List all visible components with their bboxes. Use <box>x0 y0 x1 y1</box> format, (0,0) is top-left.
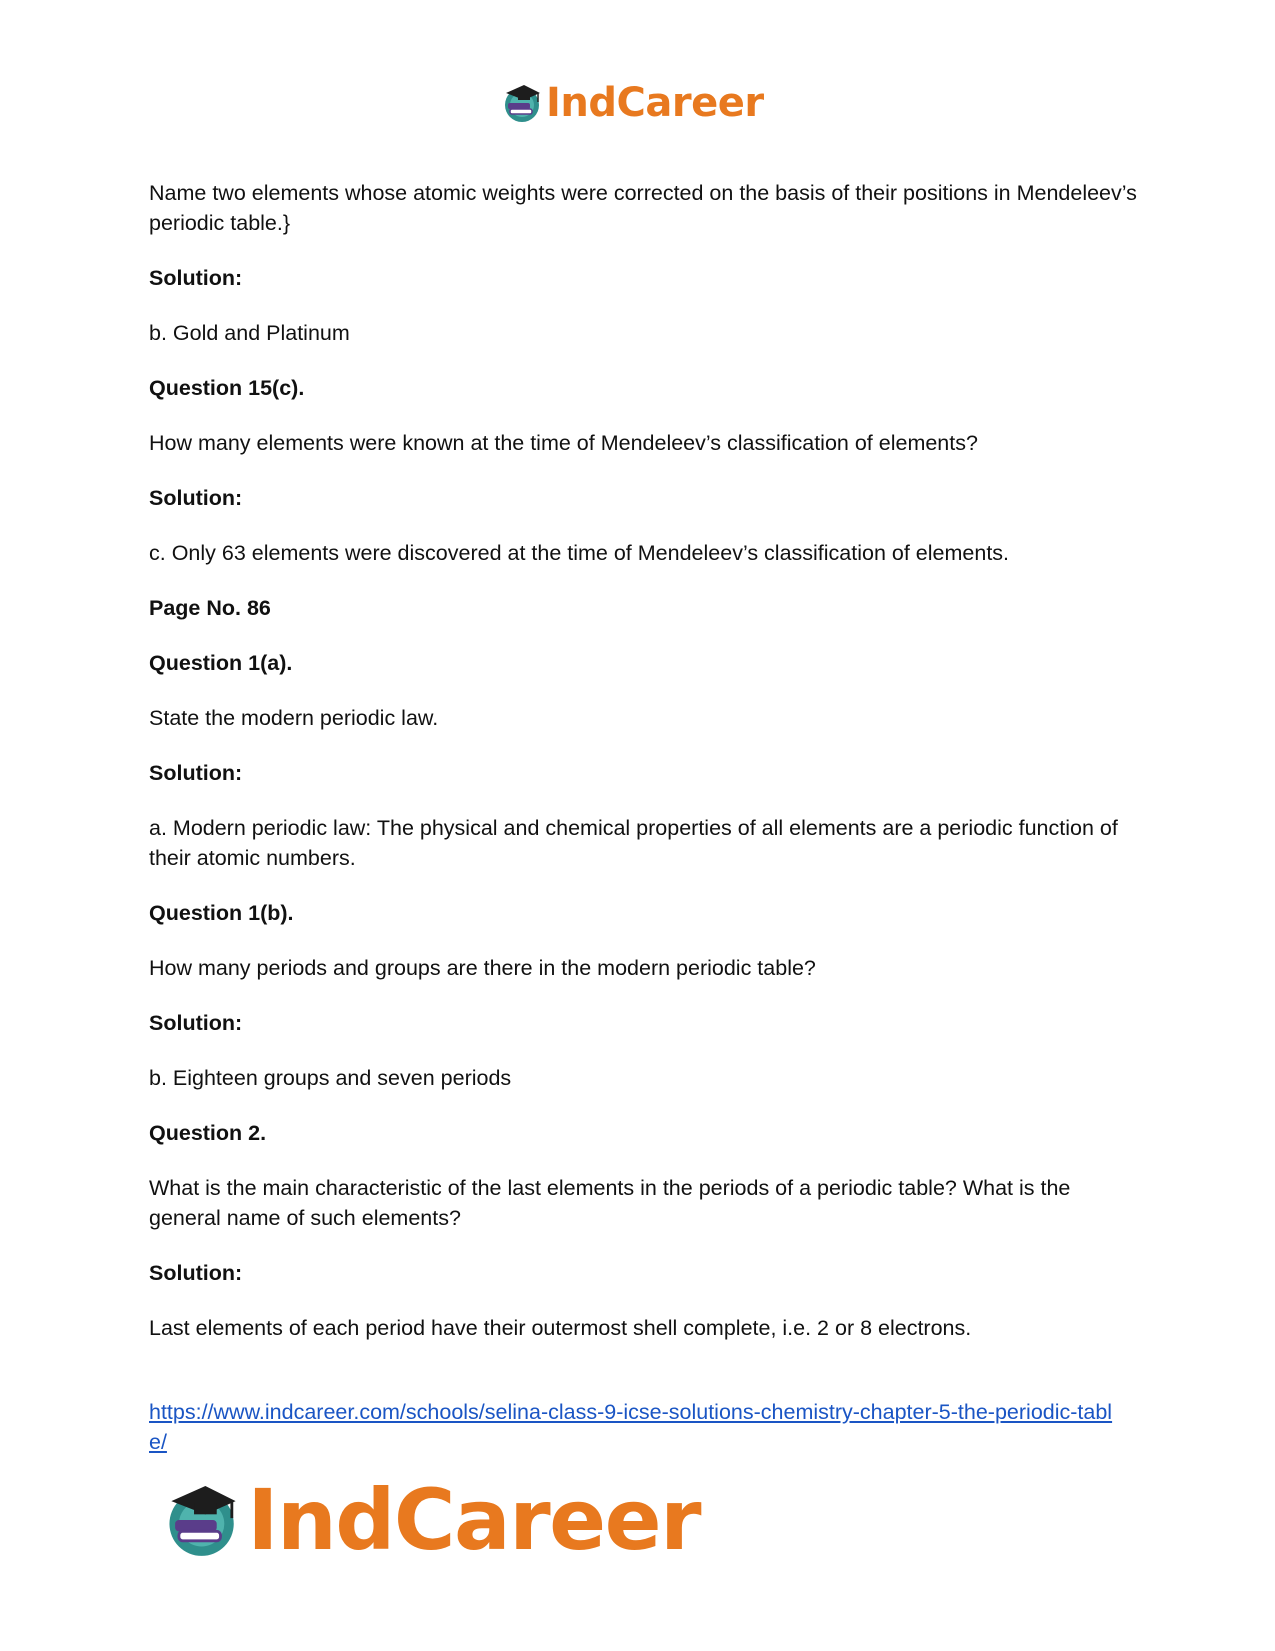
question-heading: Question 1(a). <box>149 651 293 675</box>
header-logo-text: IndCareer <box>546 80 764 126</box>
solution-heading: Solution: <box>149 486 243 510</box>
document-body <box>149 178 1139 1368</box>
solution-heading: Solution: <box>149 761 243 785</box>
page-number-heading: Page No. 86 <box>149 596 271 620</box>
answer-text: b. Eighteen groups and seven periods <box>149 1066 512 1090</box>
solution-heading: Solution: <box>149 266 243 290</box>
question-heading: Question 15(c). <box>149 376 305 400</box>
answer-text: Last elements of each period have their outermost shell complete, i.e. 2 or 8 electrons. <box>149 1316 972 1340</box>
footer-logo-text: IndCareer <box>247 1471 700 1569</box>
header-logo <box>500 80 780 126</box>
answer-text: c. Only 63 elements were discovered at the time of Mendeleev’s classification of elements. <box>149 541 1010 565</box>
question-text: What is the main characteristic of the last elements in the periods of a periodic table? What is the general name of such elements? <box>149 1176 1071 1230</box>
solution-heading: Solution: <box>149 1261 243 1285</box>
question-text: How many elements were known at the time of Mendeleev’s classification of elements? <box>149 431 978 455</box>
answer-text: a. Modern periodic law: The physical and chemical properties of all elements are a periodic function of their atomic numbers. <box>149 816 1118 870</box>
solution-heading: Solution: <box>149 1011 243 1035</box>
footer-logo <box>160 1471 700 1569</box>
answer-text: b. Gold and Platinum <box>149 321 350 345</box>
question-heading: Question 1(b). <box>149 901 294 925</box>
question-text: How many periods and groups are there in the modern periodic table? <box>149 956 816 980</box>
source-link[interactable]: https://www.indcareer.com/schools/selina-class-9-icse-solutions-chemistry-chapter-5-the-periodic-table/ <box>149 1400 1113 1454</box>
graduation-cap-globe-icon <box>160 1478 243 1562</box>
question-text: Name two elements whose atomic weights were corrected on the basis of their positions in Mendeleev’s periodic table.} <box>149 181 1137 235</box>
question-heading: Question 2. <box>149 1121 267 1145</box>
graduation-cap-globe-icon <box>500 81 544 125</box>
question-text: State the modern periodic law. <box>149 706 439 730</box>
